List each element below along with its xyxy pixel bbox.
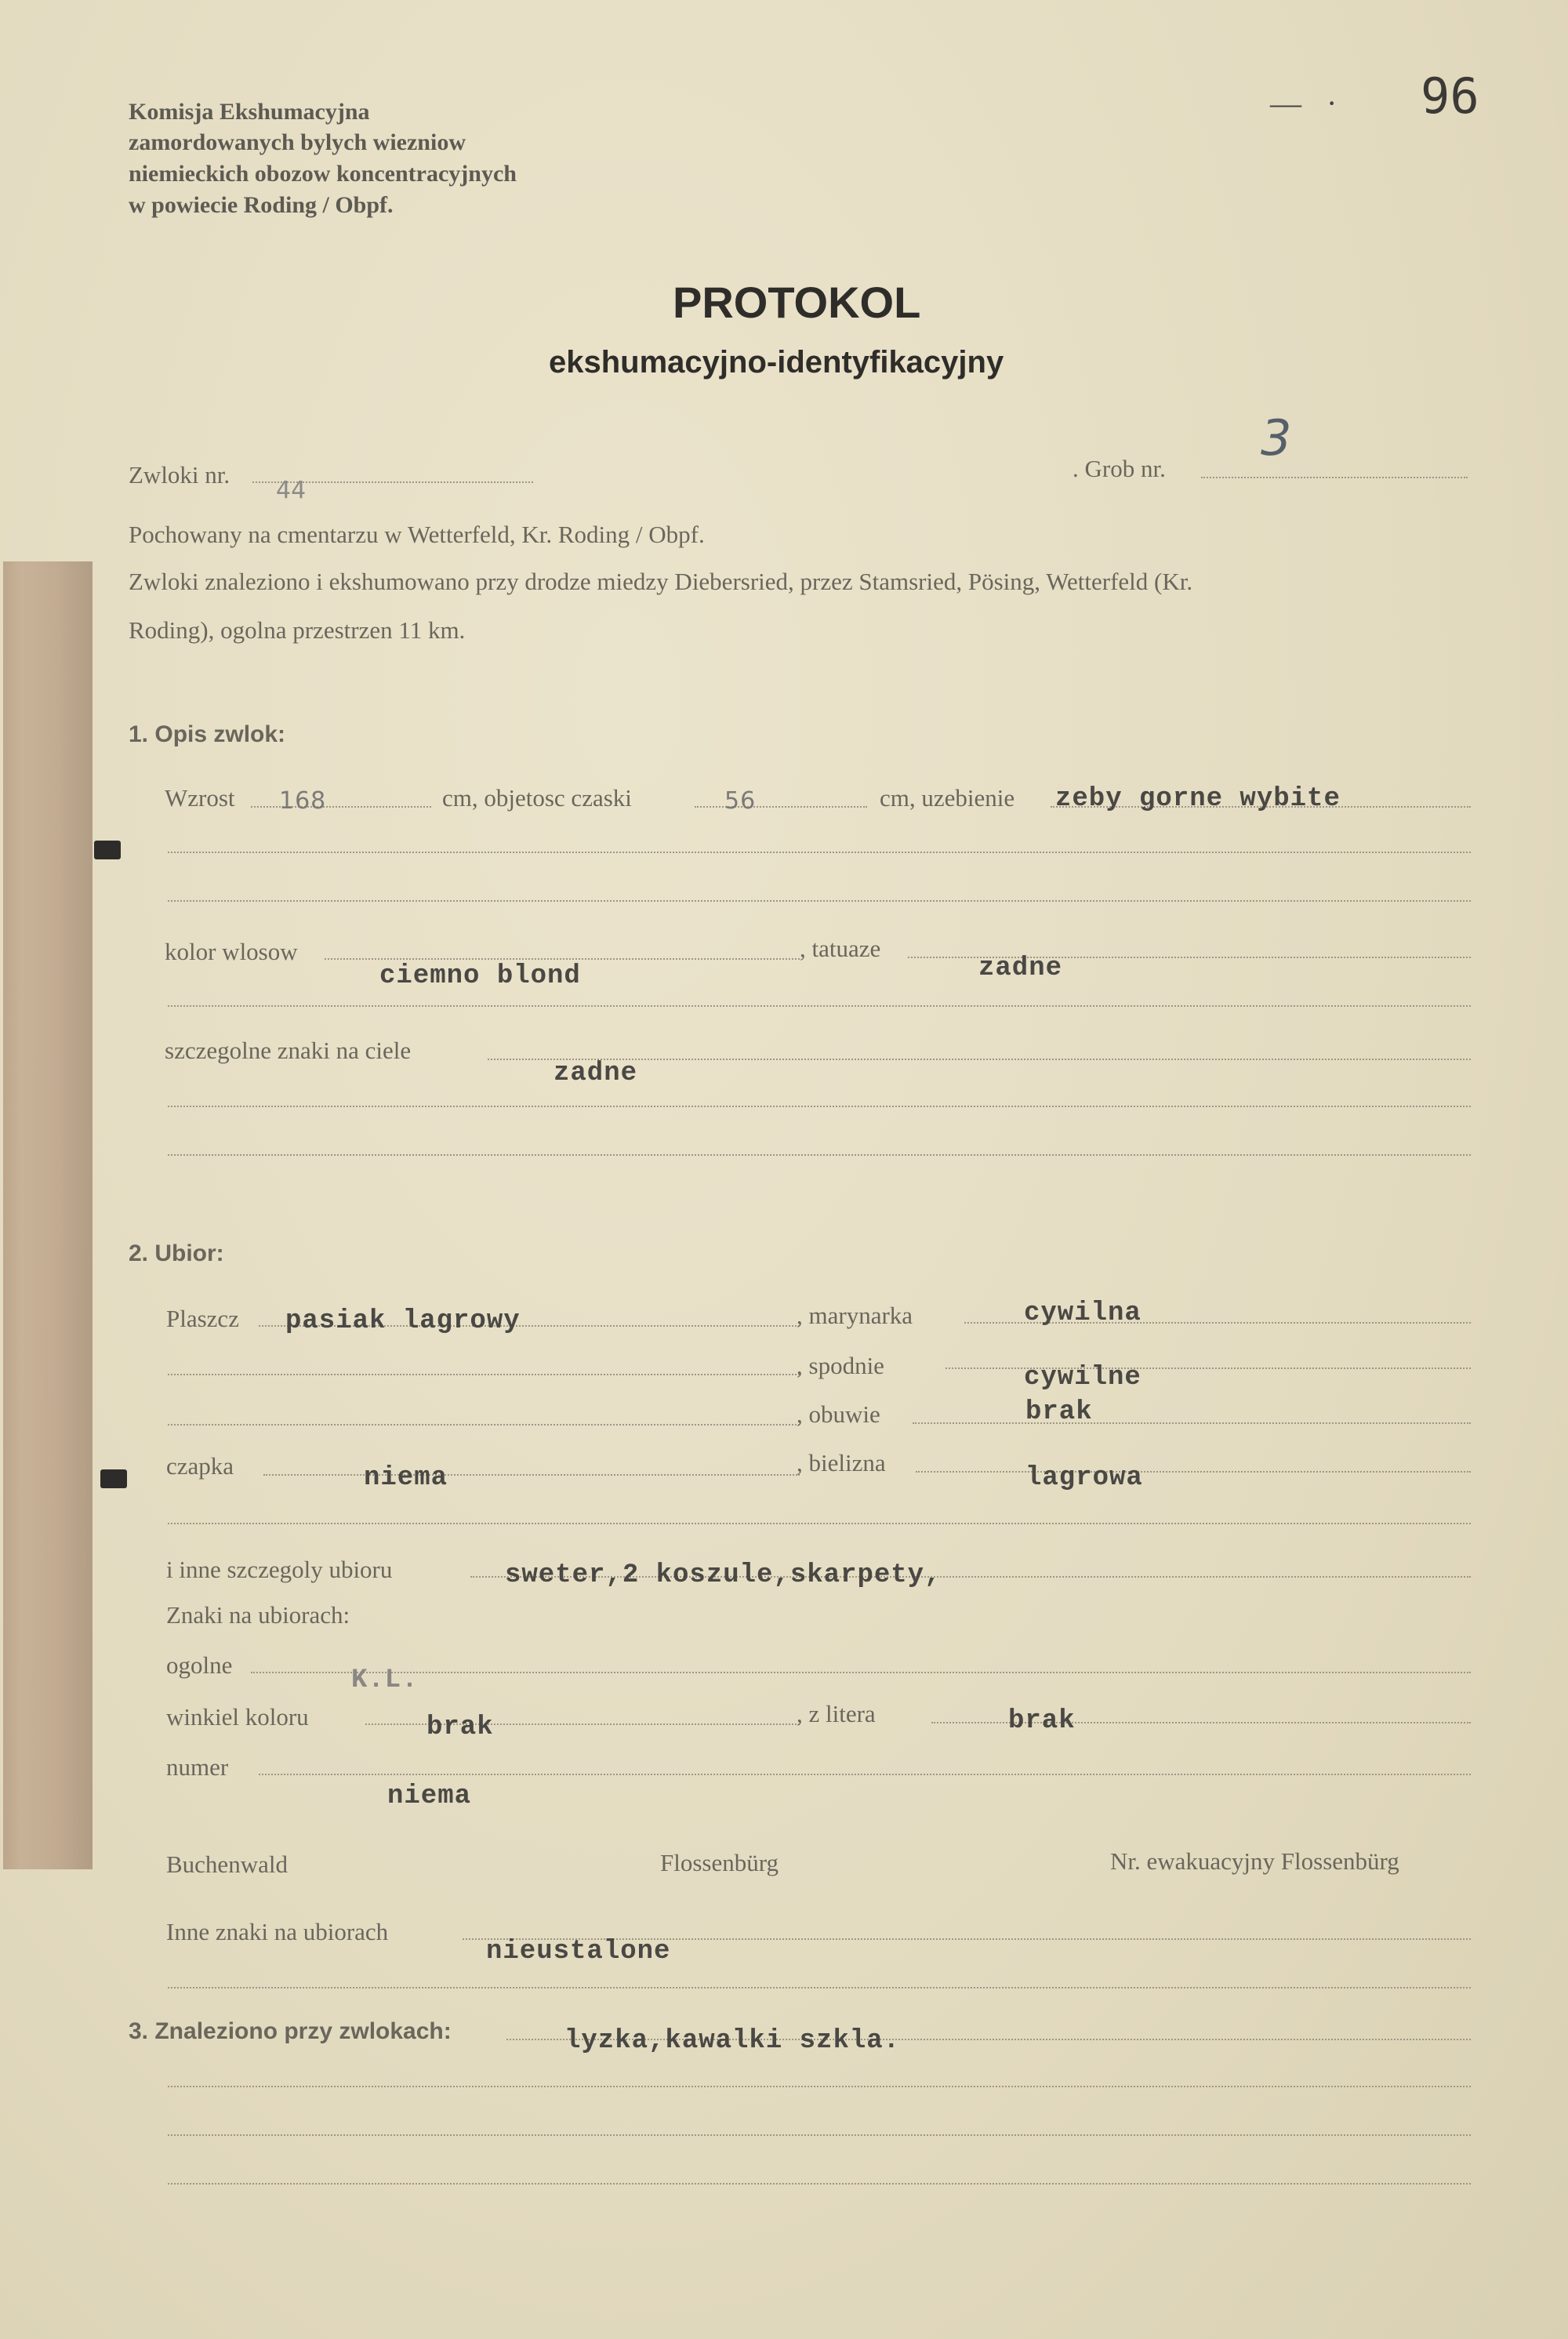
ogolne-label: ogolne — [166, 1651, 233, 1679]
znaki-cialo-label: szczegolne znaki na ciele — [165, 1037, 412, 1064]
wzrost-value: 168 — [279, 787, 327, 815]
inne-ubior-value: sweter,2 koszule,skarpety, — [505, 1560, 942, 1590]
found-line-1: Zwloki znaleziono i ekshumowano przy drodze miedzy Diebersried, przez Stamsried, Pösing, Wetterfeld (Kr. — [129, 568, 1193, 595]
page-number: 96 — [1421, 67, 1479, 125]
section-2-heading: 2. Ubior: — [129, 1240, 224, 1266]
flossenburg-label: Flossenbürg — [660, 1849, 779, 1876]
znaki-ubiory-label: Znaki na ubiorach: — [166, 1601, 350, 1629]
binding-tape-strip — [3, 561, 93, 1869]
tatuaze-label: , tatuaze — [800, 935, 881, 962]
wlosy-value: ciemno blond — [379, 961, 581, 991]
org-line-2: zamordowanych bylych wiezniow — [129, 129, 466, 155]
grob-number: 3 — [1261, 409, 1292, 467]
marynarka-value: cywilna — [1024, 1298, 1142, 1328]
czapka-value: niema — [364, 1463, 448, 1493]
inne-znaki-label: Inne znaki na ubiorach — [166, 1918, 389, 1945]
page-corner-marks: — · — [1270, 85, 1341, 121]
numer-value: niema — [387, 1781, 472, 1811]
spodnie-value: cywilne — [1024, 1363, 1142, 1393]
section-3-value: lyzka,kawalki szkla. — [564, 2026, 901, 2056]
margin-mark-2 — [100, 1469, 127, 1488]
document-subtitle: ekshumacyjno-identyfikacyjny — [549, 345, 1004, 380]
org-line-1: Komisja Ekshumacyjna — [129, 99, 370, 125]
ewakuacyjny-label: Nr. ewakuacyjny Flossenbürg — [1110, 1847, 1399, 1875]
tatuaze-value: zadne — [978, 953, 1063, 983]
plaszcz-label: Plaszcz — [166, 1305, 239, 1332]
znaki-cialo-value: zadne — [554, 1059, 638, 1088]
bielizna-label: , bielizna — [797, 1449, 886, 1476]
winkiel-value: brak — [426, 1712, 494, 1742]
inne-znaki-value: nieustalone — [486, 1937, 671, 1967]
obuwie-label: , obuwie — [797, 1400, 880, 1428]
numer-label: numer — [166, 1753, 229, 1781]
document-title: PROTOKOL — [673, 278, 921, 327]
marynarka-label: , marynarka — [797, 1302, 913, 1329]
litera-label: , z litera — [797, 1700, 876, 1727]
found-line-2: Roding), ogolna przestrzen 11 km. — [129, 616, 466, 644]
obuwie-value: brak — [1025, 1397, 1093, 1427]
cm-objetosc-label: cm, objetosc czaski — [442, 784, 632, 812]
wlosy-label: kolor wlosow — [165, 938, 298, 965]
bielizna-value: lagrowa — [1025, 1463, 1143, 1493]
czaszka-value: 56 — [724, 787, 757, 815]
plaszcz-value: pasiak lagrowy — [285, 1306, 521, 1336]
section-3-heading: 3. Znaleziono przy zwlokach: — [129, 2018, 452, 2044]
grob-label: . Grob nr. — [1073, 455, 1166, 482]
winkiel-label: winkiel koloru — [166, 1703, 309, 1731]
org-line-3: niemieckich obozow koncentracyjnych — [129, 161, 517, 187]
cemetery-line: Pochowany na cmentarzu w Wetterfeld, Kr. Roding / Obpf. — [129, 521, 705, 548]
litera-value: brak — [1008, 1706, 1076, 1736]
uzebienie-value: zeby gorne wybite — [1055, 784, 1341, 814]
buchenwald-label: Buchenwald — [166, 1850, 288, 1878]
czapka-label: czapka — [166, 1452, 234, 1480]
cm-uzebienie-label: cm, uzebienie — [880, 784, 1015, 812]
inne-ubior-label: i inne szczegoly ubioru — [166, 1556, 393, 1583]
margin-mark — [94, 841, 121, 859]
zwloki-label: Zwloki nr. — [129, 461, 230, 489]
section-1-heading: 1. Opis zwlok: — [129, 721, 286, 747]
org-line-4: w powiecie Roding / Obpf. — [129, 192, 394, 218]
wzrost-label: Wzrost — [165, 784, 235, 812]
ogolne-value: K.L. — [351, 1665, 419, 1695]
spodnie-label: , spodnie — [797, 1352, 884, 1379]
zwloki-number: 44 — [276, 477, 307, 504]
